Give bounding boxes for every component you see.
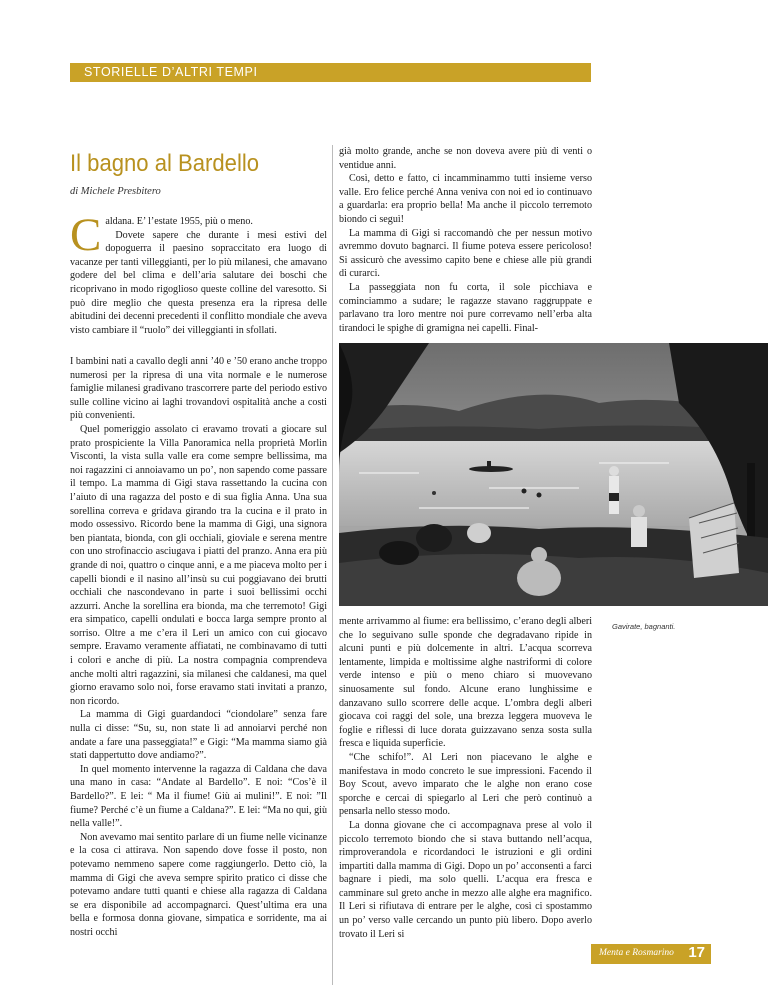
column-2-top [339, 145, 592, 334]
column-1-intro [70, 209, 327, 345]
lake-bathers-photo [339, 343, 768, 606]
paragraph: aldana. E’ l’estate 1955, più o meno. [105, 216, 253, 227]
paragraph: In quel momento intervenne la ragazza di Caldana che dava una mano in casa: “Andate al Bardello”. E noi: “Cos’è il Bardello?”. E lei: “ Ma il fiume! Giù ai mulini!”. E noi: ”Il fiume? Perché c’è un fiume a Caldana?”. E lei: “Ma no qui, giù nella valle!”. [70, 763, 327, 830]
paragraph: “Che schifo!”. Al Leri non piacevano le alghe e manifestava in modo concreto le sue impressioni. Facendo il Boy Scout, avevo imparato che le alghe non erano cose sporche e cercai di spiegarlo al Leri che però continuò a pensarla nello stesso modo. [339, 751, 592, 818]
column-divider [332, 145, 333, 985]
section-banner [70, 63, 591, 82]
page-footer [591, 944, 711, 964]
paragraph: Così, detto e fatto, ci incamminammo tutti insieme verso valle. Ero felice perché Anna veniva con noi ed io continuavo a guardarla: era proprio bella! Ma anche il piccolo terremoto biondo ci seguì! [339, 173, 592, 225]
paragraph: La donna giovane che ci accompagnava prese al volo il piccolo terremoto biondo che si stava buttando nell’acqua, rimproverandola e ricordandoci le istruzioni e gli ordini impartiti dalla mamma di Gigi. Dopo un po’ acconsentì a farci bagnare i piedi, ma solo quelli. L’acqua era fresca e camminare sul greto anche in mezzo alle alghe era magnifico. Il Leri si rifiutava di entrare per le alghe, così ci spostammo un po’ verso valle cercando un punto più libero. Dopo averlo trovato il Leri si [339, 819, 592, 940]
section-label: STORIELLE D’ALTRI TEMPI [84, 65, 258, 79]
dropcap: C [70, 209, 102, 261]
paragraph: già molto grande, anche se non doveva avere più di venti o ventidue anni. [339, 146, 592, 171]
paragraph: Non avevamo mai sentito parlare di un fiume nelle vicinanze e la cosa ci attirava. Non sapendo dove fosse il posto, non potevamo nemmeno sapere come raggiungerlo. Detto ciò, la mamma di Gigi che aveva sempre spirito pratico ci disse che potevamo andare tutti quanti e chiese alla ragazza di Caldana se era disponibile ad accompagnarci. Quest’ultima era una bella e formosa donna giovane, simpatica e sorridente, ma ai nostri occhi [70, 831, 327, 938]
page-number: 17 [688, 944, 705, 961]
column-1-body [70, 355, 327, 985]
paragraph: La mamma di Gigi si raccomandò che per nessun motivo avremmo dovuto bagnarci. Il fiume poteva essere pericoloso! Si assicurò che avessimo capito bene e chiese alle più grandi di curarci. [339, 227, 592, 280]
paragraph: mente arrivammo al fiume: era bellissimo, c’erano degli alberi che lo seguivano sulle sponde che degradavano ripide in alcuni punti e più dolcemente in altri. L’acqua scorreva lentamente, limpida e moltissime alghe nastriformi di colore verde intenso e più o meno chiaro si muovevano sinuosamente sul fondo. Alcune erano lunghissime e danzavano sullo scorrere delle acque. L’ombra degli alberi giocava coi raggi del sole, una brezza leggera muoveva le foglie e riflessi di luce dorata guizzavano senza sosta sulla fresca e liquida superficie. [339, 616, 592, 750]
photo-caption: Gavirate, bagnanti. [612, 622, 676, 631]
article-byline: di Michele Presbitero [70, 186, 161, 197]
paragraph: Quel pomeriggio assolato ci eravamo trovati a giocare sul prato prospiciente la Villa Panoramica nella proprietà Morlin Visconti, la vista sulla valle era come sempre bellissima, ma noi ragazzini ci annoiavamo un po’, non sapendo come passare il tempo. La mamma di Gigi stava rassettando la cucina con l’aiuto di una ragazza del posto e di sua figlia Anna. Una sua sorellina correva e gridava girando tra la cucina e il prato in modo ossessivo. Ricordo bene la mamma di Gigi, una signora ben piantata, bionda, con gli occhiali, gioviale e serena mentre con uno strofinaccio asciugava i piatti del pranzo. Anna era più grande di noi, quattro o cinque anni, e a me piaceva molto per i capelli biondi e il nasino all’insù su cui poggiavano dei brutti occhiali che nascondevano in parte i suoi bellissimi occhi azzurri. Anche la sorellina era bionda, ma che terremoto! Gigi era simpatico, capelli ondulati e bocca larga sempre pronto al sorriso. Oltre a me c’era il Leri un amico con cui giocavo sempre. Eravamo veramente affiatati, ne combinavamo di tutti i colori e anche di più. La nostra compagnia comprendeva anche molti altri ragazzini, sia milanesi che caldanesi, ma quel giorno eravamo solo noi, forse eravamo stati invitati a pranzo, non ricordo. [70, 423, 327, 707]
paragraph: La passeggiata non fu corta, il sole picchiava e cominciammo a sudare; le ragazze stavano raggruppate e parlavano tra loro mentre noi pure correvamo nell’erba alta tirandoci le spighe di gramigna nei capelli. Final- [339, 281, 592, 334]
article-title: Il bagno al Bardello [70, 150, 260, 177]
paragraph: Dovete sapere che durante i mesi estivi del dopoguerra il paesino sopraccitato era luogo di vacanze per tanti villeggianti, per lo più milanesi, che amavano godere del bel clima e dell’aria salutare dei boschi che ricoprivano in modo rigoglioso queste colline del varesotto. Si può dire meglio che questa presenza era la ripresa delle abitudini dei decenni precedenti il conflitto mondiale che aveva visto cambiare il “ruolo” dei villeggianti in sfollati. [70, 229, 327, 336]
paragraph: I bambini nati a cavallo degli anni ’40 e ’50 erano anche troppo numerosi per la ripresa di una vita normale e le numerose famiglie milanesi gradivano trascorrere parte del periodo estivo sulle colline vicino ai laghi trovandovi ospitalità anche a costi più convenienti. [70, 356, 327, 422]
paragraph: La mamma di Gigi guardandoci “ciondolare” senza fare nulla ci disse: “Su, su, non state lì ad annoiarvi perché non andate a fare una passeggiata!” e Gigi: “Ma mamma siamo già stati dappertutto dove andiamo?”. [70, 709, 327, 762]
column-2-bottom [339, 615, 592, 985]
magazine-name: Menta e Rosmarino [599, 948, 674, 958]
